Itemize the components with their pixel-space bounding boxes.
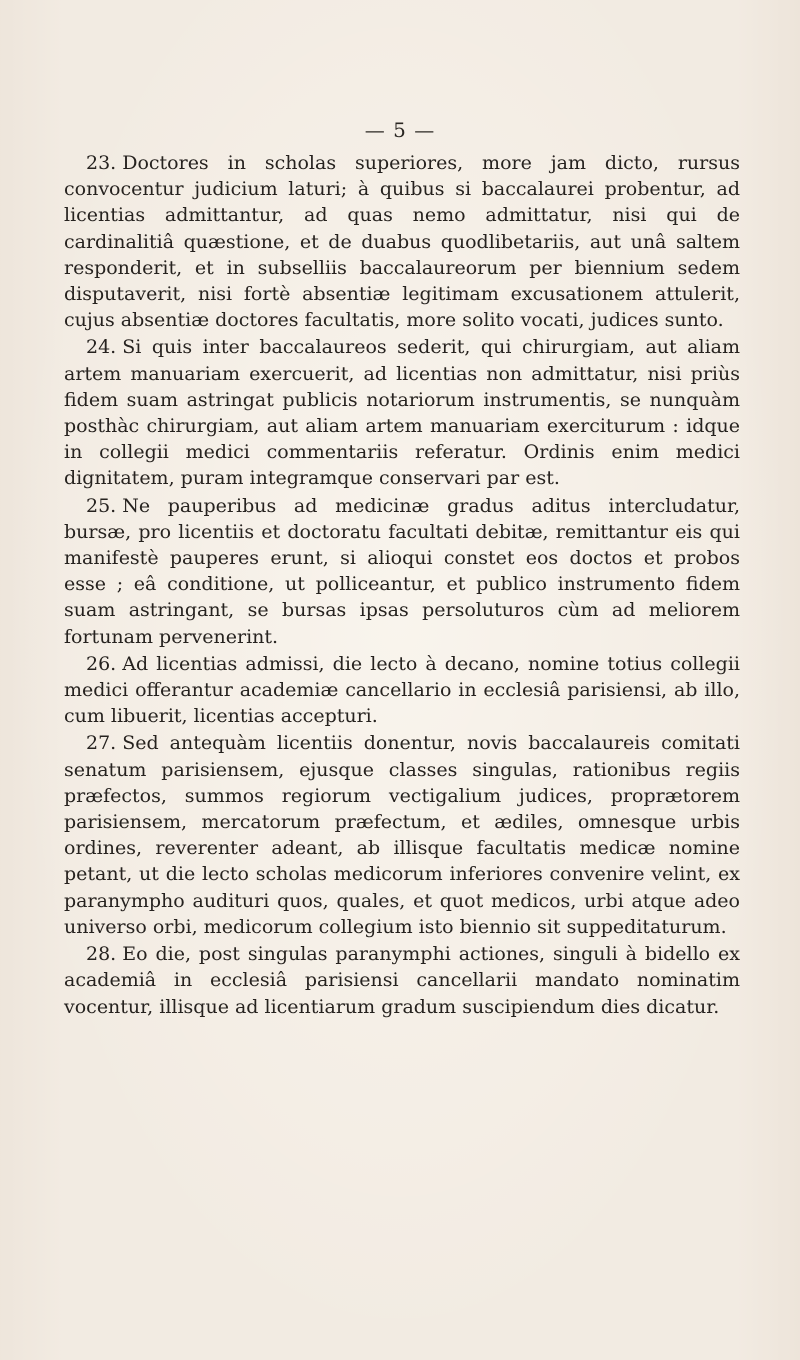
paragraph-text: Ad licentias admissi, die lecto à decano, nomine totius collegii medici offerantur academiæ cancellario in ecclesiâ parisiensi, ab illo, cum libuerit, licentias accepturi. (64, 652, 740, 728)
paragraph-number: 27. (86, 732, 117, 755)
paragraph-number: 24. (86, 336, 117, 359)
paragraph-23 (64, 150, 740, 333)
paragraph-text: Si quis inter baccalaureos sederit, qui chirurgiam, aut aliam artem manuariam exercuerit, ad licentias non admittatur, nisi priùs fidem suam astringat publicis notariorum instrumentis, se nunquàm posthàc chirurgiam, aut aliam artem manuariam exerciturum : idque in collegii medici commentariis referatur. Ordinis enim medici dignitatem, puram integramque conservari par est. (64, 336, 740, 490)
paragraph-25 (64, 493, 740, 650)
paragraph-text: Sed antequàm licentiis donentur, novis baccalaureis comitati senatum parisiensem, ejusque classes singulas, rationibus regiis præfectos, summos regiorum vectigalium judices, proprætorem parisiensem, mercatorum præfectum, et ædiles, omnesque urbis ordines, reverenter adeant, ab illisque facultatis medicæ nomine petant, ut die lecto scholas medicorum inferiores convenire velint, ex paranympho audituri quos, quales, et quot medicos, urbi atque adeo universo orbi, medicorum collegium isto biennio sit suppeditaturum. (64, 732, 740, 938)
paragraph-text: Eo die, post singulas paranymphi actiones, singuli à bidello ex academiâ in ecclesiâ parisiensi cancellarii mandato nominatim vocentur, illisque ad licentiarum gradum suscipiendum dies dicatur. (64, 943, 740, 1018)
paragraph-text: Doctores in scholas superiores, more jam dicto, rursus convocentur judicium laturi; à quibus si baccalaurei probentur, ad licentias admittantur, ad quas nemo admittatur, nisi qui de cardinalitiâ quæstione, et de duabus quodlibetariis, aut unâ saltem responderit, et in subselliis baccalaureorum per biennium sedem disputaverit, nisi fortè absentiæ legitimam excusationem attulerit, cujus absentiæ doctores facultatis, more solito vocati, judices sunto. (64, 152, 740, 332)
paragraph-number: 28. (86, 943, 117, 966)
paragraph-27 (64, 730, 740, 940)
paragraph-text: Ne pauperibus ad medicinæ gradus aditus intercludatur, bursæ, pro licentiis et doctoratu facultati debitæ, remittantur eis qui manifestè pauperes erunt, si alioqui constet eos doctos et probos esse ; eâ conditione, ut polliceantur, et publico instrumento fidem suam astringant, se bursas ipsas persoluturos cùm ad meliorem fortunam pervenerint. (64, 494, 740, 648)
paragraph-28 (64, 941, 740, 1020)
paragraph-number: 23. (86, 152, 117, 174)
paragraph-24 (64, 334, 740, 491)
paragraph-number: 25. (86, 494, 117, 517)
paragraph-number: 26. (86, 652, 117, 675)
page-number: — 5 — (364, 118, 436, 142)
body-text (64, 150, 740, 1021)
paragraph-26 (64, 651, 740, 730)
